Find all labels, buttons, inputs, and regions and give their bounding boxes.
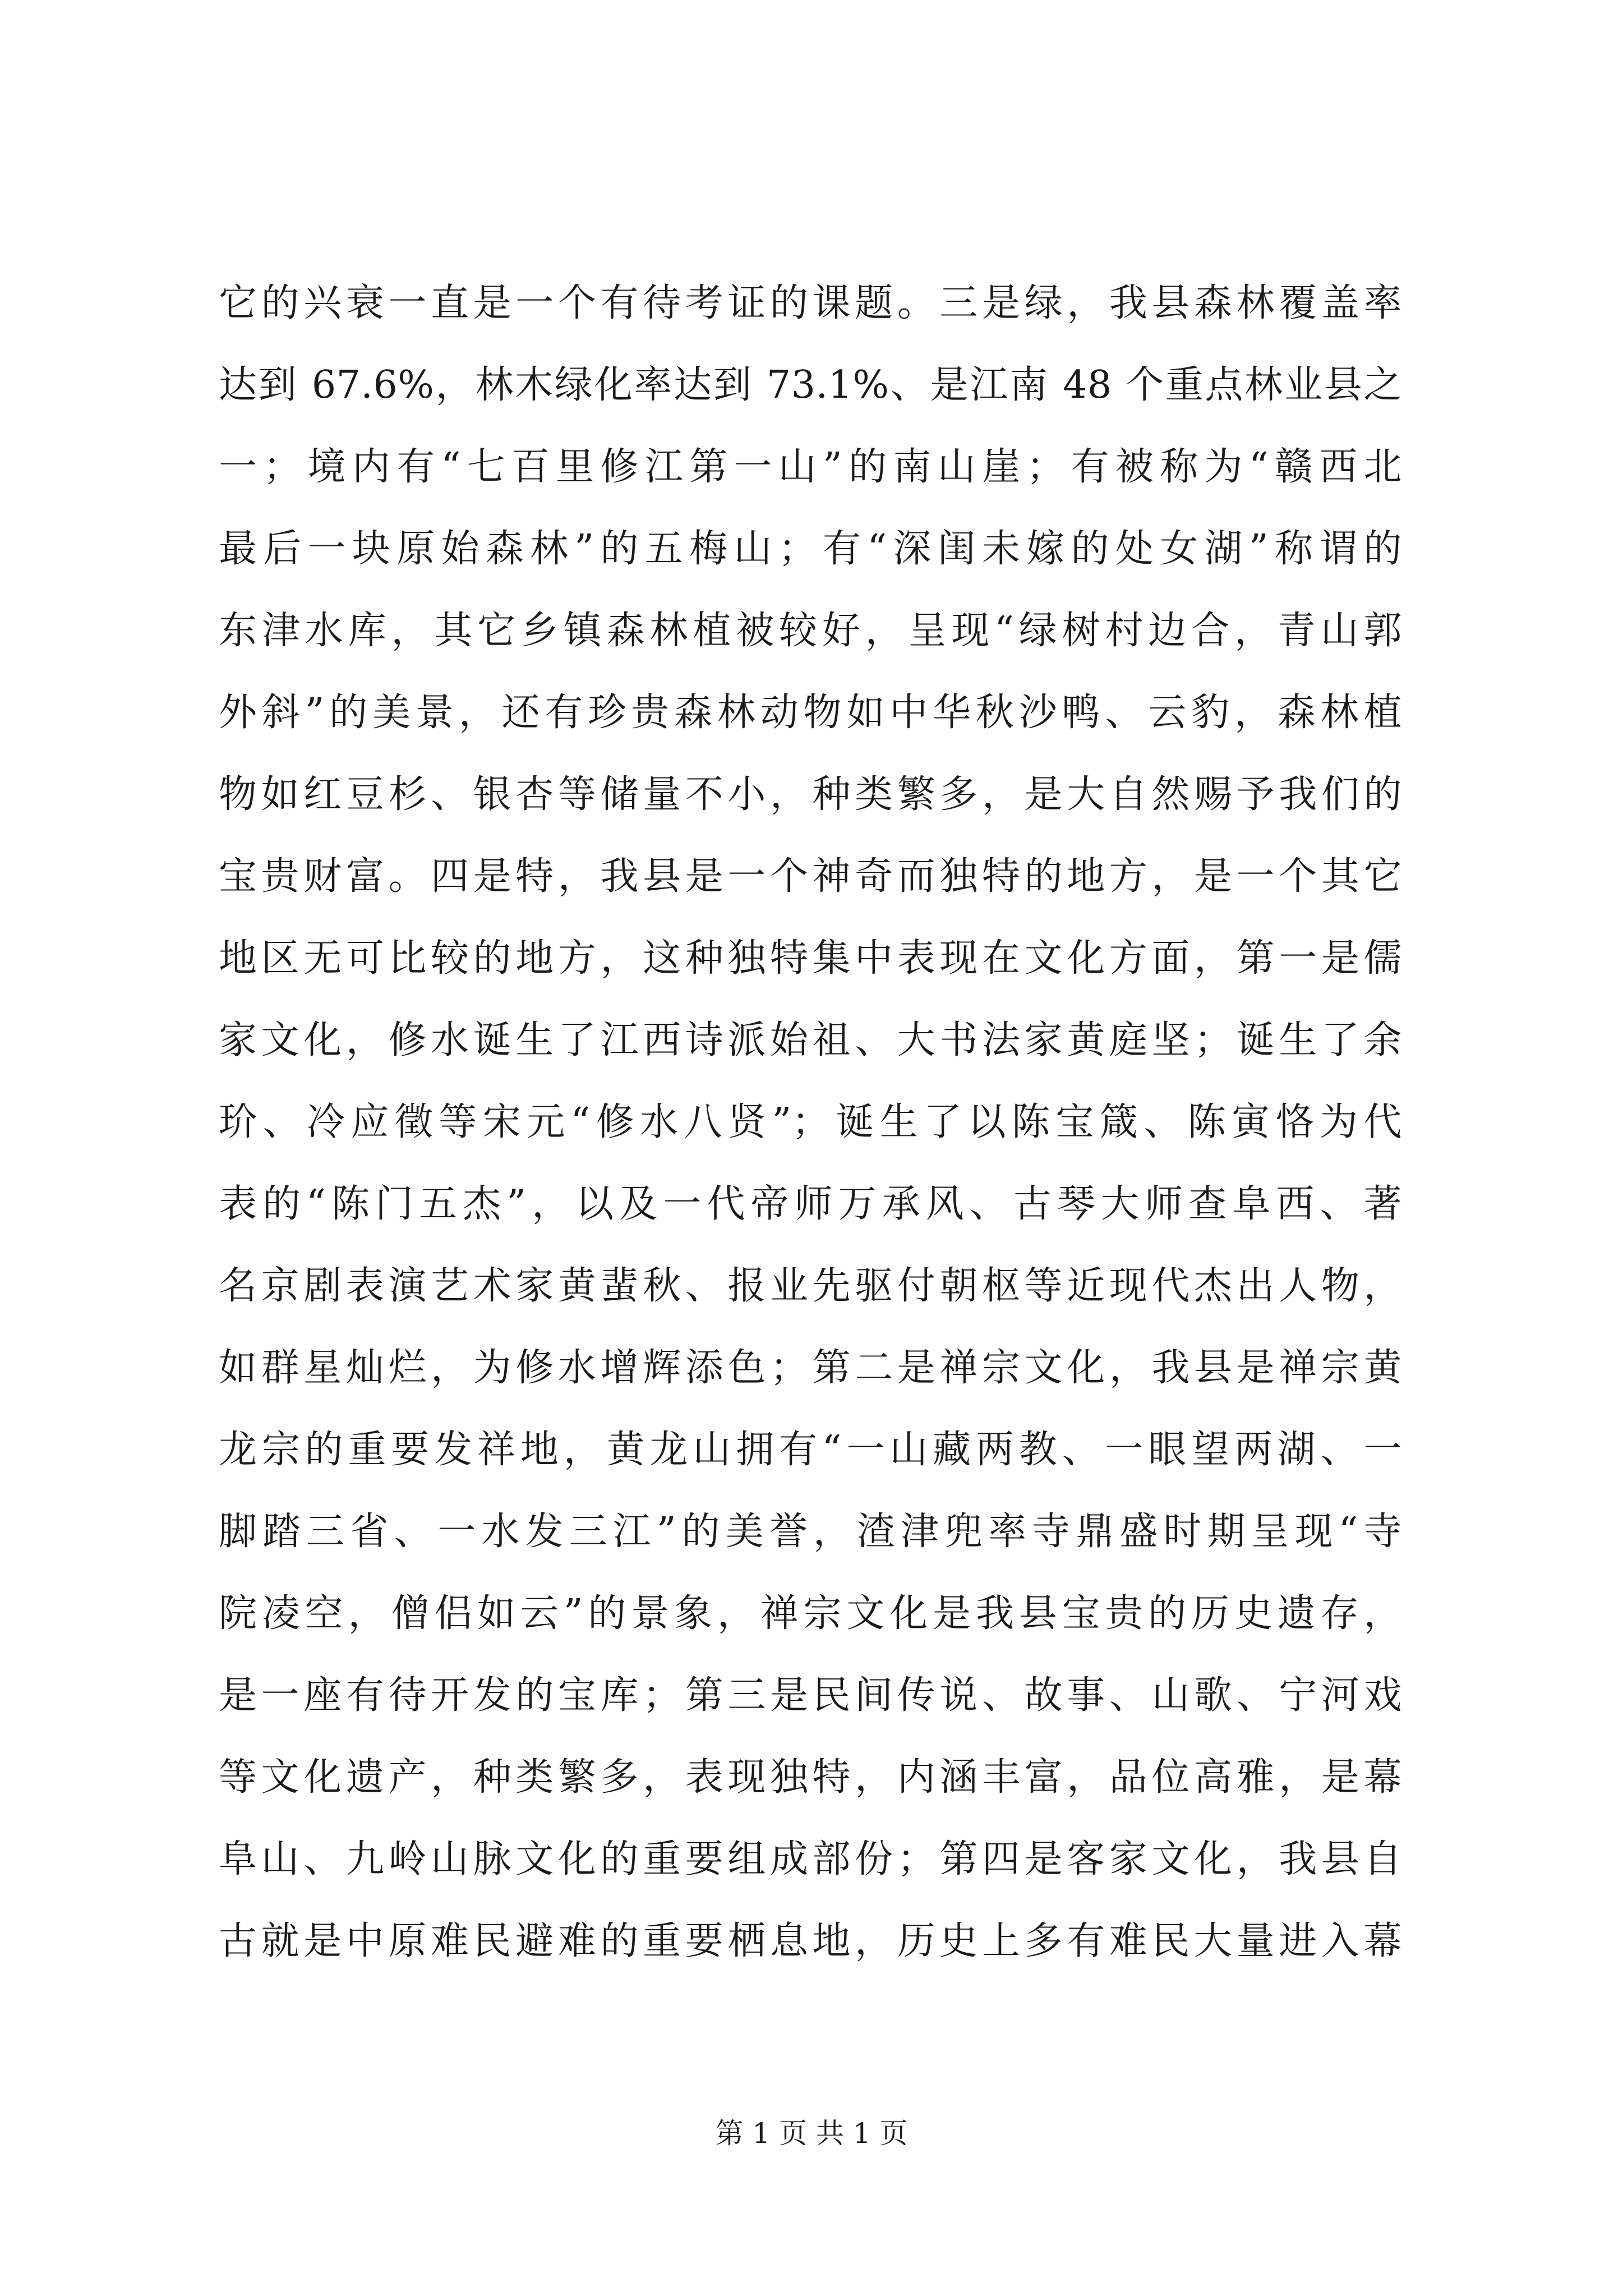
text-line: 达到 67.6%，林木绿化率达到 73.1%、是江南 48 个重点林业县之: [219, 363, 1402, 407]
text-line: 如群星灿烂，为修水增辉添色；第二是禅宗文化，我县是禅宗黄: [219, 1346, 1402, 1390]
text-line: 脚踏三省、一水发三江”的美誉，渣津兜率寺鼎盛时期呈现“寺: [219, 1510, 1402, 1554]
text-line: 名京剧表演艺术家黄蜚秋、报业先驱付朝枢等近现代杰出人物，: [219, 1264, 1402, 1308]
page-footer: [0, 2114, 1623, 2153]
text-line: 它的兴衰一直是一个有待考证的课题。三是绿，我县森林覆盖率: [219, 281, 1402, 325]
text-line: 外斜”的美景，还有珍贵森林动物如中华秋沙鸭、云豹，森林植: [219, 691, 1402, 735]
text-line: 是一座有待开发的宝库；第三是民间传说、故事、山歌、宁河戏: [219, 1673, 1402, 1718]
text-line: 玠、冷应徵等宋元“修水八贤”；诞生了以陈宝箴、陈寅恪为代: [219, 1100, 1402, 1144]
text-line: 古就是中原难民避难的重要栖息地，历史上多有难民大量进入幕: [219, 1919, 1402, 1963]
text-line: 龙宗的重要发祥地，黄龙山拥有“一山藏两教、一眼望两湖、一: [219, 1428, 1402, 1472]
text-line: 宝贵财富。四是特，我县是一个神奇而独特的地方，是一个其它: [219, 854, 1402, 899]
text-line: 最后一块原始森林”的五梅山；有“深闺未嫁的处女湖”称谓的: [219, 527, 1402, 571]
text-line: 家文化，修水诞生了江西诗派始祖、大书法家黄庭坚；诞生了余: [219, 1018, 1402, 1062]
text-line: 等文化遗产，种类繁多，表现独特，内涵丰富，品位高雅，是幕: [219, 1755, 1402, 1800]
text-line: 一；境内有“七百里修江第一山”的南山崖；有被称为“赣西北: [219, 445, 1402, 489]
page-number-label: 第 1 页 共 1 页: [715, 2117, 908, 2150]
text-line: 阜山、九岭山脉文化的重要组成部份；第四是客家文化，我县自: [219, 1837, 1402, 1881]
text-line: 表的“陈门五杰”，以及一代帝师万承风、古琴大师查阜西、著: [219, 1182, 1402, 1226]
text-line: 地区无可比较的地方，这种独特集中表现在文化方面，第一是儒: [219, 936, 1402, 981]
text-line: 物如红豆杉、银杏等储量不小，种类繁多，是大自然赐予我们的: [219, 772, 1402, 817]
text-line: 东津水库，其它乡镇森林植被较好，呈现“绿树村边合，青山郭: [219, 609, 1402, 653]
text-line: 院凌空，僧侣如云”的景象，禅宗文化是我县宝贵的历史遗存，: [219, 1591, 1402, 1636]
body-text: [219, 263, 1402, 1982]
